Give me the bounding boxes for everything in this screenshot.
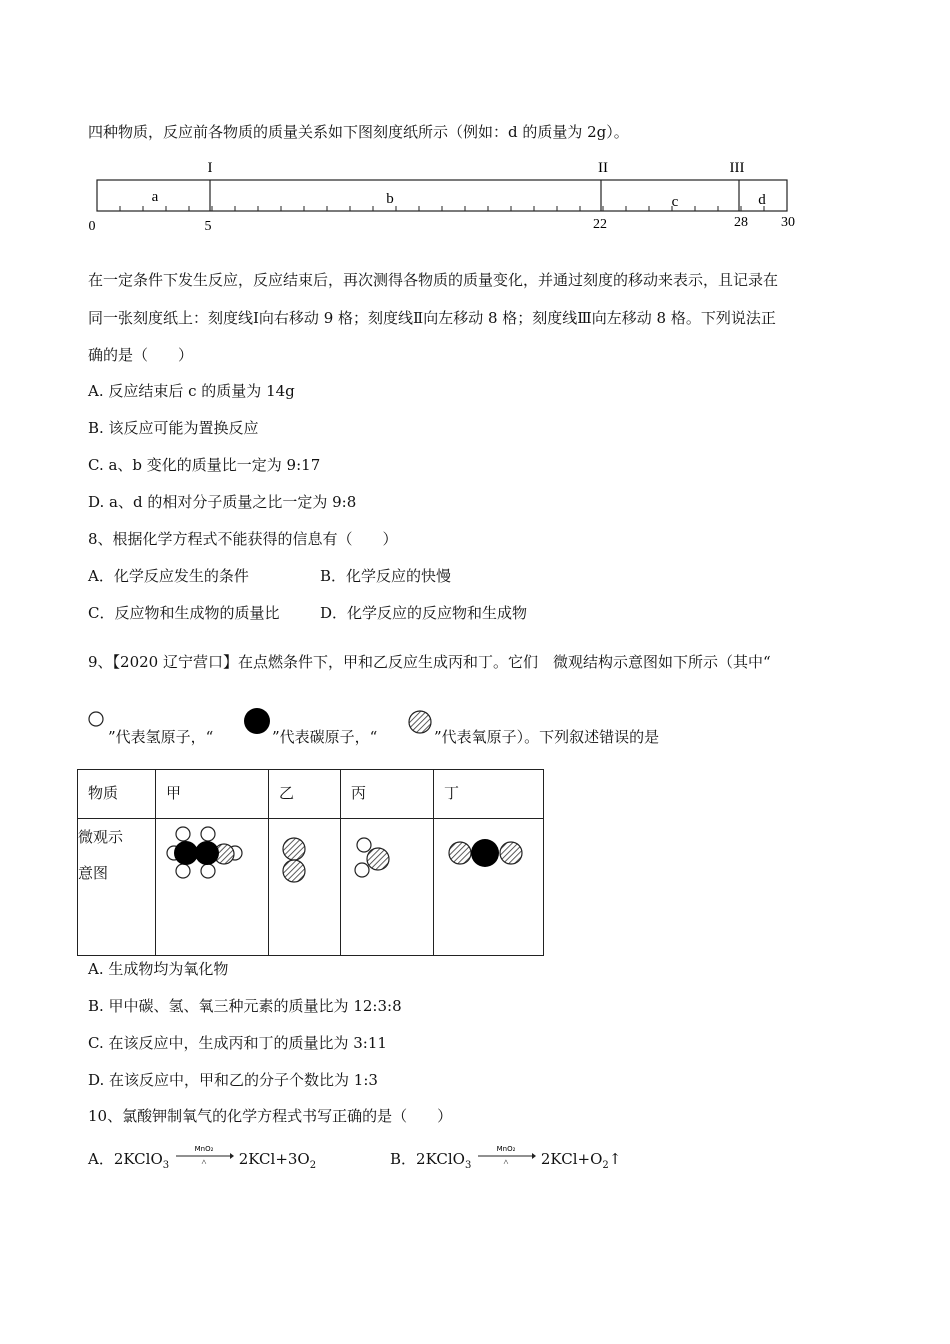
q9-option-c: C. 在该反应中，生成丙和丁的质量比为 3:11 bbox=[88, 1034, 387, 1052]
intro-text: 四种物质，反应前各物质的质量关系如下图刻度纸所示（例如：d 的质量为 2g）。 bbox=[88, 123, 629, 141]
q10-a-product: 2KCl+3O bbox=[238, 1150, 310, 1168]
q7-option-b: B. 该反应可能为置换反应 bbox=[88, 419, 259, 437]
q9-stem-part-c: ”代表氧原子）。下列叙述错误的是 bbox=[434, 728, 660, 746]
q8-option-a: A．化学反应发生的条件 bbox=[88, 567, 249, 585]
q7-option-a: A. 反应结束后 c 的质量为 14g bbox=[88, 382, 295, 400]
q7-option-c: C. a、b 变化的质量比一定为 9:17 bbox=[88, 456, 321, 474]
q10-b-arrow bbox=[476, 1145, 536, 1170]
ruler-diagram bbox=[0, 0, 950, 240]
q7-option-d: D. a、d 的相对分子质量之比一定为 9:8 bbox=[88, 493, 357, 511]
molecule-yi bbox=[269, 819, 340, 951]
q10-b-reactant: B．2KClO bbox=[390, 1150, 465, 1168]
header-substance: 物质 bbox=[88, 784, 119, 802]
q10-stem: 10、氯酸钾制氧气的化学方程式书写正确的是（ ） bbox=[88, 1107, 453, 1125]
molecule-bing bbox=[341, 819, 433, 951]
q8-option-b: B．化学反应的快慢 bbox=[320, 567, 452, 585]
q9-stem-part-b: ”代表碳原子，“ bbox=[272, 728, 378, 746]
row-label-line-2: 意图 bbox=[78, 864, 109, 882]
row-label-micro bbox=[78, 819, 156, 956]
q7-line-3: 确的是（ ） bbox=[88, 346, 194, 364]
q8-option-c: C．反应物和生成物的质量比 bbox=[88, 604, 280, 622]
q8-stem: 8、根据化学方程式不能获得的信息有（ ） bbox=[88, 530, 398, 548]
header-jia: 甲 bbox=[166, 784, 182, 802]
hydrogen-legend-icon bbox=[89, 712, 103, 726]
num-22: 22 bbox=[593, 217, 607, 232]
gas-arrow-icon: ↑ bbox=[608, 1150, 622, 1168]
ruler-ticks bbox=[120, 206, 764, 211]
q9-stem-line-1: 9、【2020 辽宁营口】在点燃条件下，甲和乙反应生成丙和丁。它们 微观结构示意图如下所示（其中“ bbox=[88, 653, 771, 671]
q8-option-d: D．化学反应的反应物和生成物 bbox=[320, 604, 528, 622]
mark-II: II bbox=[598, 160, 608, 176]
q10-a-reactant: A．2KClO bbox=[88, 1150, 163, 1168]
num-28: 28 bbox=[734, 215, 748, 230]
svg-text:△: △ bbox=[503, 1158, 509, 1164]
q7-line-1: 在一定条件下发生反应，反应结束后，再次测得各物质的质量变化，并通过刻度的移动来表示，且记录在 bbox=[88, 271, 779, 289]
header-bing: 丙 bbox=[351, 784, 367, 802]
header-ding: 丁 bbox=[444, 784, 460, 802]
segment-a: a bbox=[151, 189, 159, 205]
segment-b: b bbox=[386, 191, 394, 207]
header-yi: 乙 bbox=[279, 784, 295, 802]
svg-text:△: △ bbox=[201, 1158, 207, 1164]
oxygen-legend-icon bbox=[409, 711, 431, 733]
segment-c: c bbox=[671, 194, 679, 210]
molecule-jia bbox=[156, 819, 268, 951]
svg-text:MnO₂: MnO₂ bbox=[496, 1145, 516, 1153]
num-30: 30 bbox=[781, 215, 795, 230]
q9-stem-part-a: ”代表氢原子，“ bbox=[108, 728, 214, 746]
num-5: 5 bbox=[204, 219, 212, 234]
q10-b-product: 2KCl+O bbox=[540, 1150, 603, 1168]
q10-a-arrow bbox=[174, 1145, 234, 1170]
q9-option-d: D. 在该反应中，甲和乙的分子个数比为 1:3 bbox=[88, 1071, 378, 1089]
mark-I: I bbox=[207, 160, 213, 176]
q10-option-b: B．2KClO$_3$ MnO₂ △ $2KCl+O_2↑$ bbox=[390, 1145, 622, 1171]
mark-III: III bbox=[729, 160, 745, 176]
row-label-line-1: 微观示 bbox=[78, 828, 124, 846]
num-0: 0 bbox=[88, 219, 96, 234]
segment-d: d bbox=[758, 192, 766, 208]
svg-text:MnO₂: MnO₂ bbox=[194, 1145, 214, 1153]
carbon-legend-icon bbox=[244, 708, 270, 734]
q10-option-a: A．2KClO$_3$ MnO₂ △ $2KCl+3O_2$ bbox=[88, 1145, 317, 1171]
molecule-table bbox=[77, 769, 544, 956]
q9-option-b: B. 甲中碳、氢、氧三种元素的质量比为 12:3:8 bbox=[88, 997, 402, 1015]
molecule-ding bbox=[434, 819, 543, 951]
q7-line-2: 同一张刻度纸上：刻度线Ⅰ向右移动 9 格；刻度线Ⅱ向左移动 8 格；刻度线Ⅲ向左移动 8 格。下列说法正 bbox=[88, 309, 776, 327]
q9-option-a: A. 生成物均为氧化物 bbox=[88, 960, 229, 978]
